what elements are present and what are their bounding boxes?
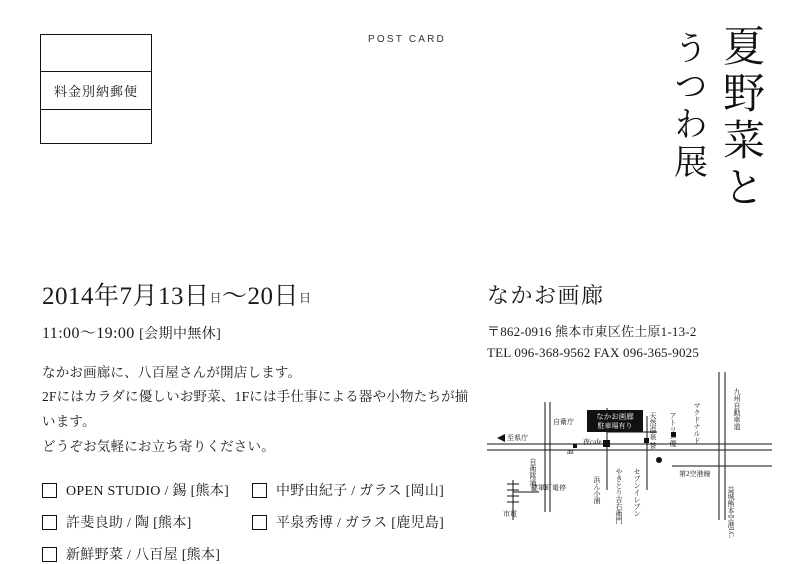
event-description: [42, 361, 472, 461]
svg-text:au: au: [567, 448, 574, 456]
event-date: [42, 283, 472, 311]
svg-text:天然温泉 茶: 天然温泉 茶: [649, 412, 657, 449]
event-date-end-weekday: 日: [299, 291, 312, 305]
svg-text:至県庁: 至県庁: [507, 434, 528, 442]
svg-text:市電: 市電: [503, 510, 517, 518]
svg-text:マクドナルド: マクドナルド: [693, 402, 701, 444]
event-time-range: 11:00〜19:00: [42, 324, 135, 342]
svg-text:浜ん小浦: 浜ん小浦: [593, 476, 601, 504]
event-time: [42, 320, 472, 343]
svg-text:やきとり吉右衛門: やきとり吉右衛門: [615, 468, 623, 524]
list-item: [42, 480, 252, 500]
artist-label: 平泉秀博 / ガラス [鹿児島]: [276, 516, 445, 532]
event-date-start: 2014年7月13日: [42, 283, 210, 310]
event-description-line-1: なかお画廊に、八百屋さんが開店します。: [42, 364, 302, 380]
postage-divider-bottom: [41, 109, 151, 110]
svg-text:駐車場有り: 駐車場有り: [597, 422, 633, 430]
artist-label: 許斐良助 / 陶 [熊本]: [66, 516, 192, 532]
svg-text:益城熊本空港I.C.: 益城熊本空港I.C.: [727, 486, 735, 539]
svg-text:セブンイレブン: セブンイレブン: [633, 468, 641, 517]
artist-label: 中野由紀子 / ガラス [岡山]: [276, 484, 445, 500]
postage-label: 料金別納郵便: [53, 83, 138, 99]
checkbox-icon: [252, 515, 267, 530]
checkbox-icon: [42, 483, 57, 498]
event-date-start-weekday: 日: [209, 291, 223, 305]
checkbox-icon: [42, 547, 57, 562]
artist-list: [42, 480, 472, 564]
access-map: [487, 372, 772, 539]
list-item: [42, 544, 252, 564]
event-time-note: [会期中無休]: [139, 326, 222, 342]
list-item: [42, 512, 252, 532]
artist-label: 新鮮野菜 / 八百屋 [熊本]: [66, 548, 221, 564]
checkbox-icon: [252, 483, 267, 498]
title-line-1: 夏野菜と: [717, 24, 763, 212]
event-description-line-3: どうぞお気軽にお立ち寄りください。: [42, 439, 275, 455]
gallery-telephone: TEL 096-368-9562 FAX 096-365-9025: [487, 345, 700, 361]
list-item: [252, 480, 462, 500]
exhibition-title: [666, 24, 764, 212]
postage-box: [40, 34, 152, 144]
svg-text:健軍町電停: 健軍町電停: [531, 484, 566, 492]
svg-text:自衛庁: 自衛庁: [553, 418, 574, 426]
event-info: [42, 283, 472, 564]
svg-text:自衛隊通り: 自衛隊通り: [529, 458, 537, 493]
svg-text:なかお画廊: なかお画廊: [596, 412, 634, 421]
checkbox-icon: [42, 515, 57, 530]
gallery-info: [487, 283, 767, 364]
svg-text:アトリエ優: アトリエ優: [669, 412, 677, 447]
svg-text:夜cafe: 夜cafe: [583, 438, 602, 446]
gallery-name: なかお画廊: [487, 283, 605, 308]
svg-text:九州自動車道: 九州自動車道: [733, 388, 741, 430]
gallery-address: 〒862-0916 熊本市東区佐土原1-13-2: [487, 324, 697, 340]
svg-text:第2空港線: 第2空港線: [679, 470, 711, 478]
artist-label: OPEN STUDIO / 錫 [熊本]: [66, 484, 230, 500]
list-item: [252, 512, 462, 532]
event-description-line-2: 2Fにはカラダに優しいお野菜、1Fには手仕事による器や小物たちが揃います。: [42, 389, 469, 430]
post-card-label: POST CARD: [368, 34, 446, 45]
event-date-end: 〜20日: [222, 283, 300, 310]
title-line-2: うつわ展: [668, 30, 706, 182]
